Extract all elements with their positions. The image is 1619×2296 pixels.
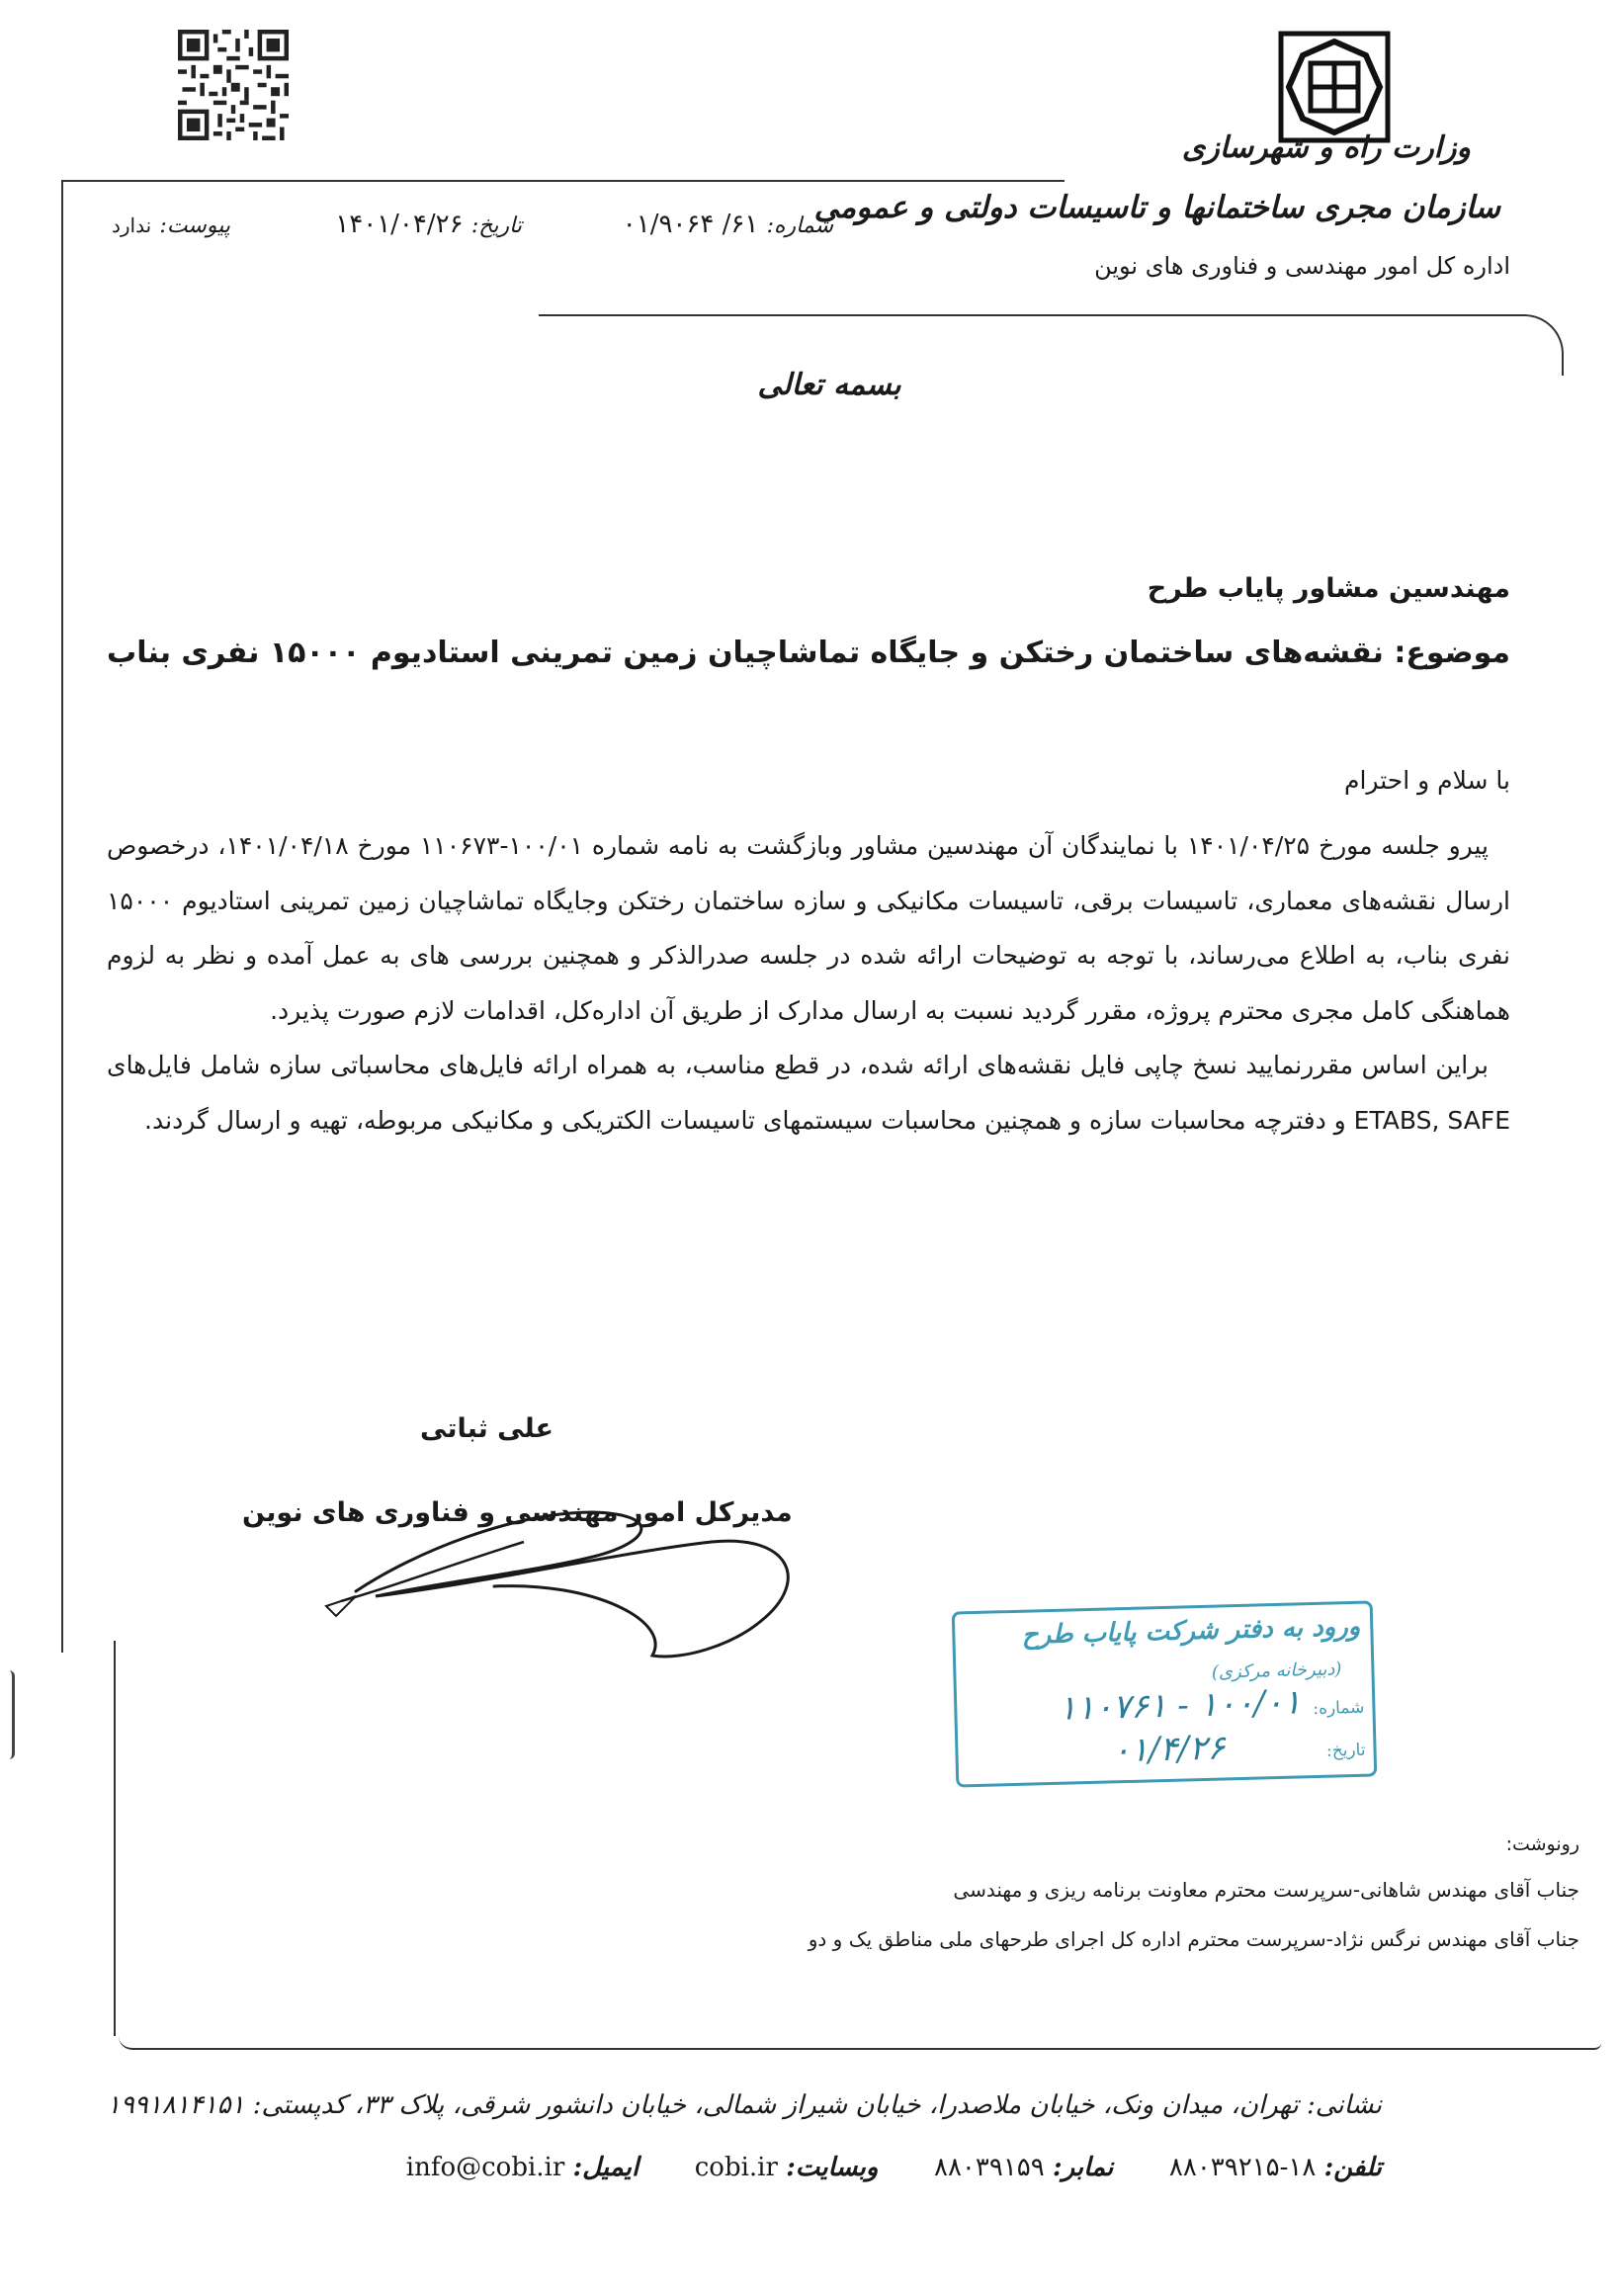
letter-date-value: ۱۴۰۱/۰۴/۲۶ <box>335 210 464 239</box>
organization-logo-icon <box>1275 28 1394 146</box>
letter-date <box>335 210 522 239</box>
footer-address: نشانی: تهران، میدان ونک، خیابان ملاصدرا، خیابان شیراز شمالی، خیابان دانشور شرقی، پلاک ۳۳، کدپستی: ۱۹۹۱۸۱۴۱۵۱ <box>106 2090 1382 2120</box>
email-label: ایمیل: <box>572 2153 639 2182</box>
fax-value: ۸۸۰۳۹۱۵۹ <box>934 2153 1045 2182</box>
letter-number-value: ۶۱/ ۰۱/۹۰۶۴ <box>622 210 759 239</box>
stamp-number-label: شماره: <box>1313 1697 1365 1720</box>
qr-code <box>178 30 289 140</box>
letter-attachment <box>112 210 230 239</box>
cc-title: رونوشت: <box>1505 1833 1579 1855</box>
cc-line: جناب آقای مهندس شاهانی-سرپرست محترم معاونت برنامه ریزی و مهندسی <box>953 1878 1579 1902</box>
handwritten-signature <box>297 1473 810 1670</box>
phone-label: تلفن: <box>1323 2153 1382 2182</box>
website-label: وبسایت: <box>786 2153 879 2182</box>
scan-page-edge <box>0 1670 15 1759</box>
frame-lower-left-rule <box>114 1641 116 2036</box>
agency-name: سازمان مجری ساختمانها و تاسیسات دولتی و عمومی <box>813 190 1500 225</box>
letter-number-label: شماره: <box>766 213 833 238</box>
ministry-name: وزارت راه و شهرسازی <box>1181 130 1471 165</box>
stamp-date-value: ۰۱/۴/۲۶ <box>1111 1728 1226 1771</box>
receipt-stamp <box>952 1600 1378 1787</box>
email-link[interactable]: info@cobi.ir <box>405 2153 565 2182</box>
signer-name: علی ثباتی <box>420 1413 554 1444</box>
letter-number <box>623 210 833 239</box>
stamp-title: ورود به دفتر شرکت پایاب طرح <box>1021 1611 1361 1651</box>
body-paragraph-2: براین اساس مقررنمایید نسخ چاپی فایل نقشه‌های ارائه شده، در قطع مناسب، به همراه ارائه فایل‌های محاسباتی سازه شامل فایل‌های ETABS, SAFE و دفترچه محاسبات سازه و همچنین محاسبات سیستمهای تاسیسات الکتریکی و مکانیکی مربوطه، تهیه و ارسال گردند. <box>107 1051 1510 1135</box>
stamp-number-value: ۱۰۰/۰۱ - ۱۱۰۷۶۱ <box>1058 1682 1302 1729</box>
phone-value: ۱۸-۸۸۰۳۹۲۱۵ <box>1168 2153 1317 2182</box>
fax-label: نمابر: <box>1052 2153 1114 2182</box>
frame-top-right-rule <box>539 314 1564 376</box>
stamp-date-label: تاریخ: <box>1325 1740 1366 1761</box>
frame-top-rule <box>61 180 1065 182</box>
salutation: با سلام و احترام <box>1344 766 1510 795</box>
body-paragraph-1: پیرو جلسه مورخ ۱۴۰۱/۰۴/۲۵ با نمایندگان آن مهندسین مشاور وبازگشت به نامه شماره ۱۰۰/۰۱-۱۱۰۶۷۳ مورخ ۱۴۰۱/۰۴/۱۸، درخصوص ارسال نقشه‌های معماری، تاسیسات برقی، تاسیسات مکانیکی و سازه ساختمان رختکن وجایگاه تماشاچیان زمین تمرینی استادیوم ۱۵۰۰۰ نفری بناب، به اطلاع می‌رساند، با توجه به توضیحات ارائه شده در جلسه صدرالذکر و همچنین بررسی های به عمل آمده و نظر به لزوم هماهنگی کامل مجری محترم پروژه، مقرر گردید نسبت به ارسال مدارک از طریق آن اداره‌کل، اقدامات لازم صورت پذیرد. <box>107 831 1510 1025</box>
letter-body <box>107 818 1510 1148</box>
cc-line: جناب آقای مهندس نرگس نژاد-سرپرست محترم اداره کل اجرای طرحهای ملی مناطق یک و دو <box>808 1927 1579 1951</box>
bismillah-heading: بسمه تعالی <box>757 368 901 402</box>
footer-contact <box>406 2153 1382 2182</box>
letter-attachment-value: ندارد <box>111 213 152 237</box>
signer-title: مدیرکل امور مهندسی و فناوری های نوین <box>242 1497 793 1528</box>
letter-date-label: تاریخ: <box>470 213 522 238</box>
department-name: اداره کل امور مهندسی و فناوری های نوین <box>1094 252 1510 280</box>
stamp-note: (دبیرخانه مرکزی) <box>1211 1658 1342 1683</box>
recipient: مهندسین مشاور پایاب طرح <box>1147 573 1510 604</box>
website-link[interactable]: cobi.ir <box>694 2153 778 2182</box>
subject-line: موضوع: نقشه‌های ساختمان رختکن و جایگاه تماشاچیان زمین تمرینی استادیوم ۱۵۰۰۰ نفری بناب <box>107 636 1510 670</box>
letter-attachment-label: پیوست: <box>159 213 230 238</box>
frame-bottom-rule <box>119 2036 1601 2050</box>
